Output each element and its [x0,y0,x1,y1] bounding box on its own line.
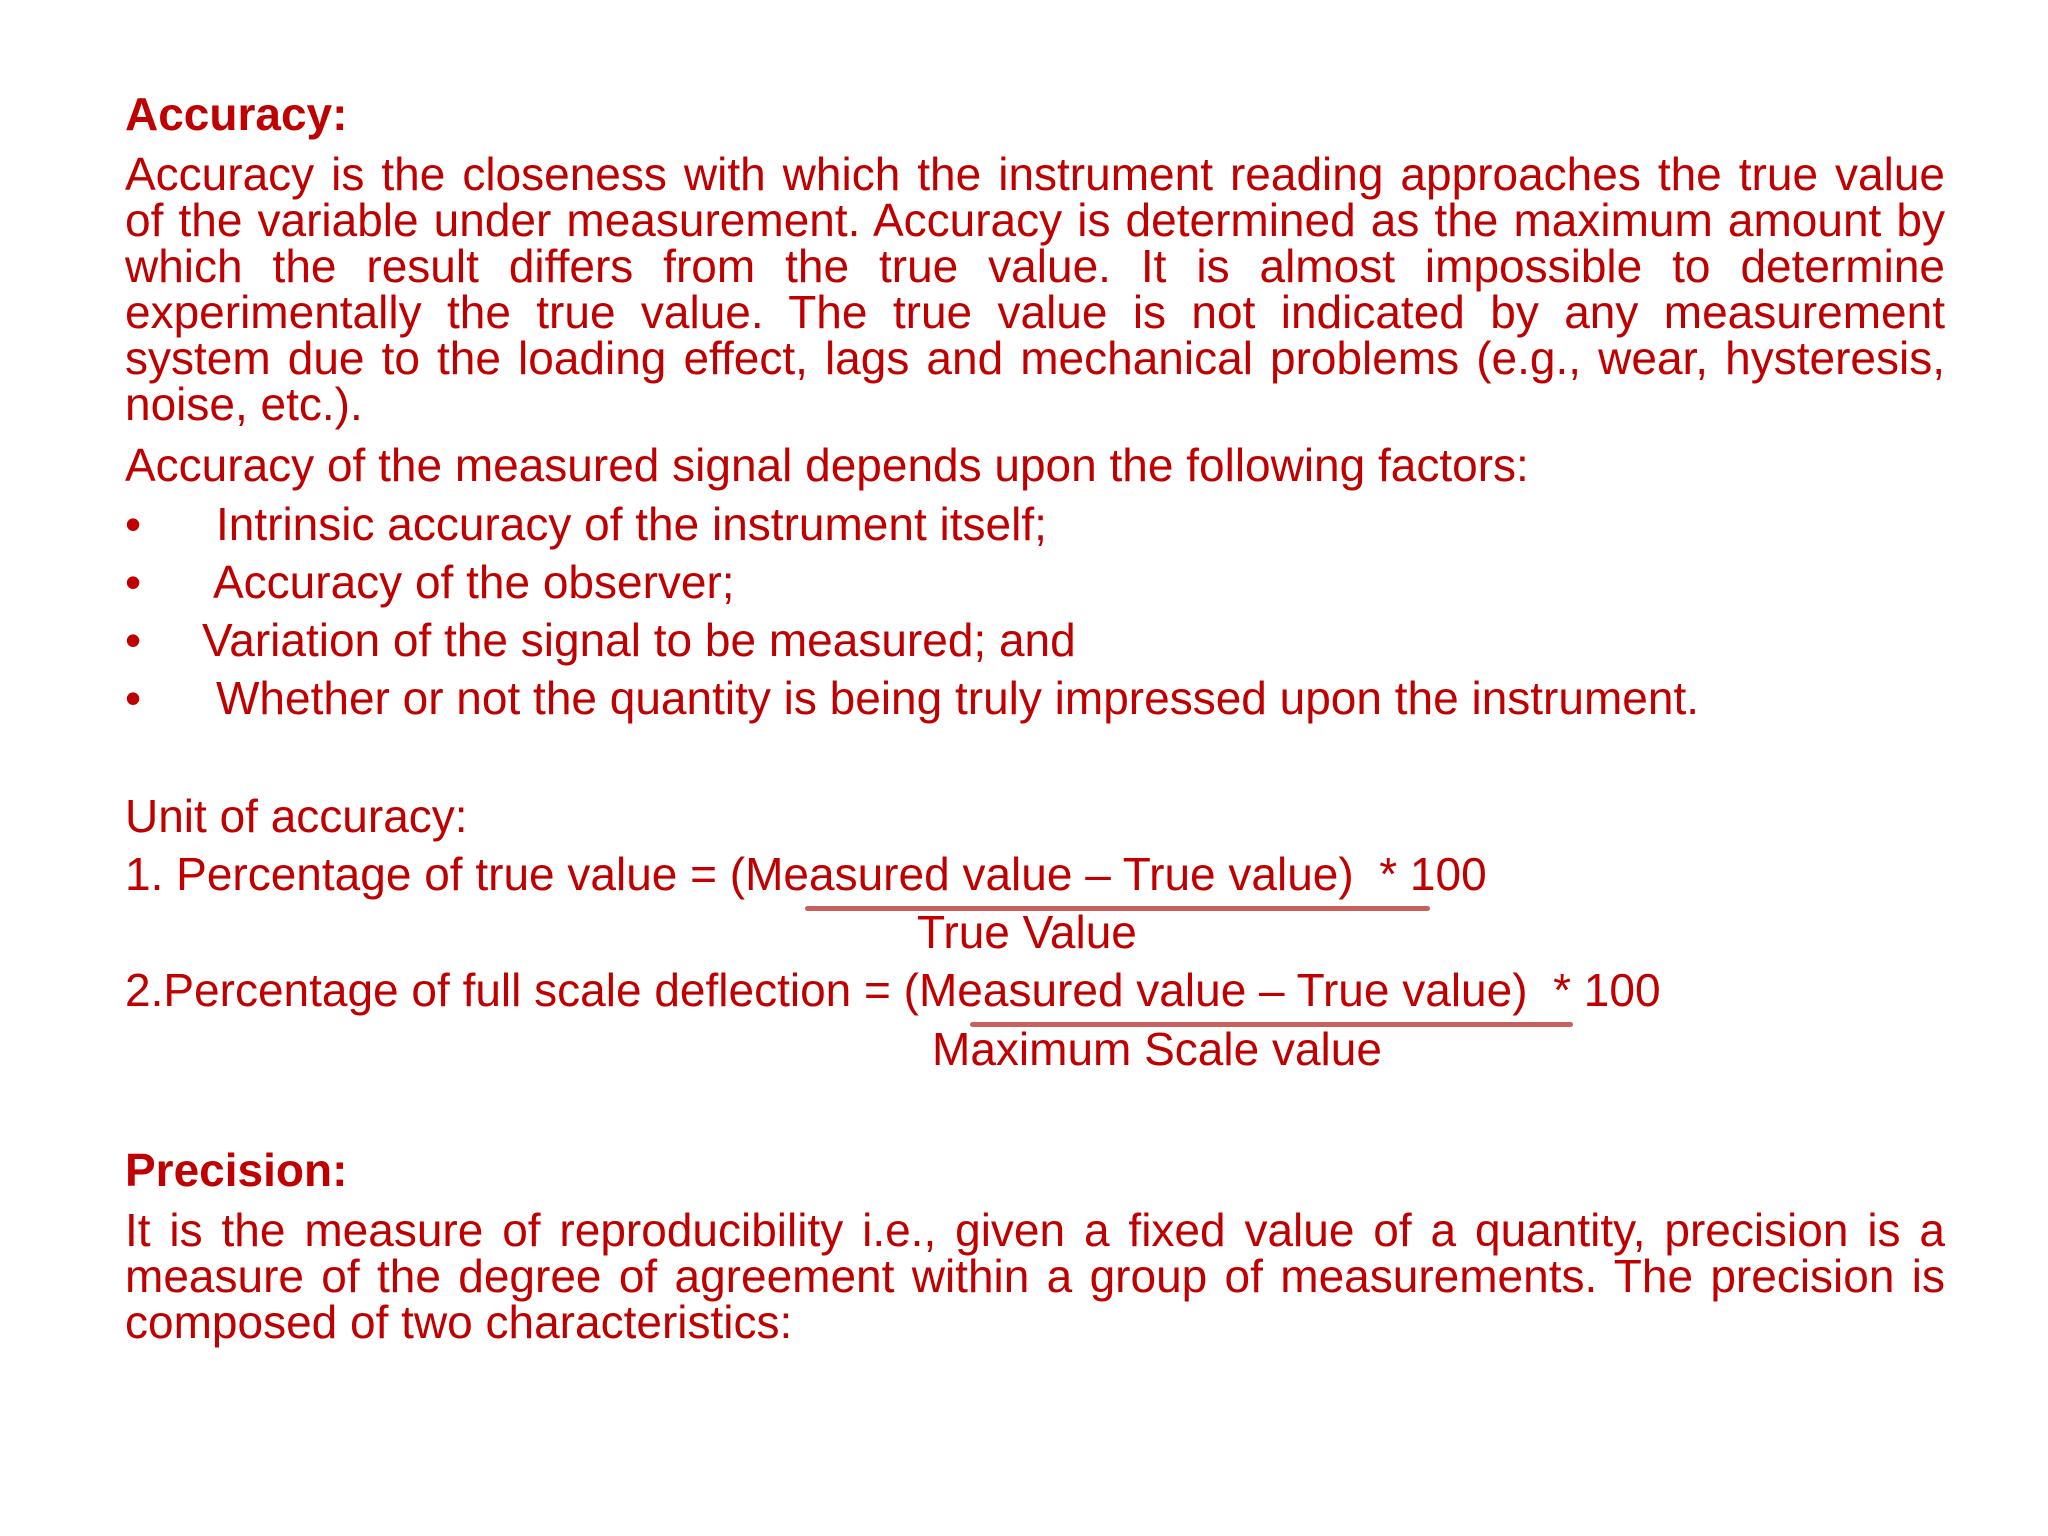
formula2-multiplier: * 100 [1527,964,1661,1016]
bullet-dot: • [125,498,142,550]
formula2-lead: 2.Percentage of full scale deflection = [125,964,904,1016]
formula2-numerator: (Measured value – True value) [903,964,1528,1016]
bullet-dot: • [125,672,142,724]
factor-item: Whether or not the quantity is being truly impressed upon the instrument. [216,672,1700,724]
bullet-dot: • [125,556,142,608]
accuracy-paragraph: Accuracy is the closeness with which the instrument reading approaches the true value of the variable under measurement. Accuracy is determined as the maximum amount by which the result differs from the true value. It is almost impossible to determine experimentally the true value. The true value is not indicated by any measurement system due to the loading effect, lags and mechanical problems (e.g., wear, hysteresis, noise, etc.). [125,148,1945,430]
formula1 [125,846,1487,902]
formula1-denominator: True Value [917,906,1137,958]
unit-of-accuracy-heading: Unit of accuracy: [125,790,468,842]
precision-paragraph: It is the measure of reproducibility i.e., given a fixed value of a quantity, precision is a measure of the degree of agreement within a group of measurements. The precision is composed of two characteristics: [125,1204,1945,1348]
factors-intro: Accuracy of the measured signal depends upon the following factors: [125,439,1529,491]
formula2-denominator: Maximum Scale value [932,1023,1382,1075]
formula1-lead: 1. Percentage of true value = [125,848,730,900]
formula1-multiplier: * 100 [1353,848,1487,900]
formula2 [125,962,1661,1018]
accuracy-heading: Accuracy: [125,88,348,140]
factor-item: Accuracy of the observer; [213,556,735,608]
bullet-dot: • [125,614,142,666]
factor-item: Intrinsic accuracy of the instrument itself; [216,498,1047,550]
precision-heading: Precision: [125,1144,348,1196]
formula1-numerator: (Measured value – True value) [729,848,1354,900]
factor-item: Variation of the signal to be measured; and [202,614,1076,666]
